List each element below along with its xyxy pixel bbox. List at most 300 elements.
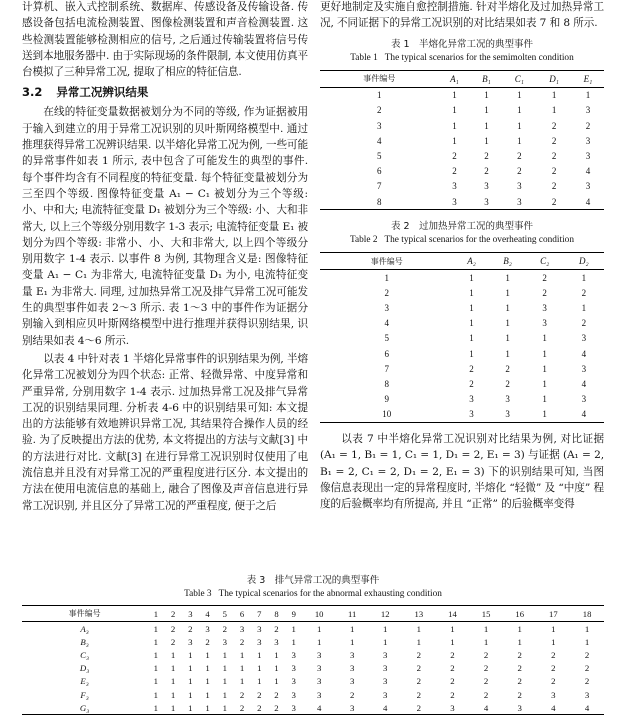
table-header-cell: 5 bbox=[216, 606, 233, 622]
table-row bbox=[320, 133, 604, 148]
table-cell: 1 bbox=[222, 663, 227, 674]
table3-caption-en bbox=[22, 587, 604, 601]
table-cell: 1 bbox=[584, 623, 590, 634]
table-cell: 3 bbox=[291, 649, 296, 660]
table1-caption-zh: 表 1 半熔化异常工况的典型事件 bbox=[390, 38, 534, 50]
table-cell: 2 bbox=[274, 689, 279, 700]
table-cell: 3 bbox=[490, 407, 526, 423]
table-header-row bbox=[320, 70, 604, 87]
table2-caption-zh: 表 2 过加热异常工况的典型事件 bbox=[390, 221, 534, 233]
table-cell: 2 bbox=[205, 636, 210, 647]
table-header-cell: D₂ bbox=[564, 253, 604, 270]
table-cell: 1 bbox=[274, 663, 279, 674]
table-cell: 1 bbox=[170, 676, 176, 687]
table-cell: 1 bbox=[452, 105, 457, 116]
table-cell: 1 bbox=[505, 287, 510, 298]
table-cell: 3 bbox=[551, 689, 556, 700]
table-header-cell: E₁ bbox=[572, 70, 604, 87]
table-cell: 2 bbox=[551, 135, 557, 146]
table-cell: 3 bbox=[503, 701, 537, 715]
table-cell: 2 bbox=[584, 649, 590, 660]
table-cell: 2 bbox=[450, 649, 455, 660]
table-row bbox=[320, 361, 604, 376]
table1 bbox=[320, 70, 604, 211]
table-cell: 1 bbox=[517, 135, 522, 146]
table-header-cell: A₁ bbox=[438, 70, 470, 87]
table-cell: 3 bbox=[484, 181, 489, 192]
table-row bbox=[320, 331, 604, 346]
table-cell: 2 bbox=[170, 636, 176, 647]
table2 bbox=[320, 252, 604, 423]
table-row bbox=[320, 346, 604, 361]
table-header-cell: 事件编号 bbox=[320, 253, 454, 270]
table-cell: 3 bbox=[316, 649, 322, 660]
table-cell: 2 bbox=[584, 663, 590, 674]
table-cell: 1 bbox=[483, 636, 489, 647]
table-cell: 1 bbox=[182, 701, 199, 715]
table-cell: 1 bbox=[239, 663, 245, 674]
table-cell: 3 bbox=[316, 676, 322, 687]
table-header-cell: 14 bbox=[436, 606, 470, 622]
table-cell: 1 bbox=[542, 363, 547, 374]
table-cell: 3 bbox=[505, 394, 510, 405]
table-cell: 2 bbox=[517, 649, 522, 660]
table-cell: 1 bbox=[517, 105, 522, 116]
table-row bbox=[320, 407, 604, 423]
table-cell: 5 bbox=[384, 333, 389, 344]
table-row bbox=[320, 118, 604, 133]
table3-block bbox=[22, 574, 604, 715]
table-cell: 1 bbox=[484, 105, 489, 116]
table-cell: 1 bbox=[205, 689, 210, 700]
table-cell: 1 bbox=[349, 636, 355, 647]
table-cell: 1 bbox=[551, 623, 556, 634]
table-cell: 1 bbox=[383, 636, 388, 647]
table-cell: 3 bbox=[470, 194, 502, 210]
table-cell: 4 bbox=[581, 348, 587, 359]
table1-caption-en bbox=[320, 51, 604, 65]
table-cell: 1 bbox=[517, 623, 522, 634]
table-cell: 2 bbox=[536, 194, 572, 210]
table-header-cell: B₁ bbox=[470, 70, 502, 87]
table-cell: 1 bbox=[469, 287, 474, 298]
table-cell: 1 bbox=[222, 676, 227, 687]
table-row bbox=[320, 148, 604, 163]
table-cell: 1 bbox=[239, 676, 245, 687]
table-cell: 3 bbox=[349, 663, 355, 674]
table-cell: 1 bbox=[452, 120, 457, 131]
table1-caption-text: The typical scenarios for the semimolten condition bbox=[384, 52, 574, 63]
table-cell: 2 bbox=[542, 272, 547, 283]
table1-label: Table 1 bbox=[350, 52, 378, 63]
table-row bbox=[320, 179, 604, 194]
table-row bbox=[22, 688, 604, 701]
table-header-cell: 12 bbox=[368, 606, 402, 622]
table-cell: 2 bbox=[416, 676, 422, 687]
table-cell: 1 bbox=[153, 636, 159, 647]
table-cell: 2 bbox=[384, 287, 389, 298]
table-row bbox=[320, 392, 604, 407]
table-cell: 1 bbox=[188, 649, 193, 660]
table-cell: 2 bbox=[542, 287, 547, 298]
table-row bbox=[22, 635, 604, 648]
table-cell: 1 bbox=[505, 318, 510, 329]
table-cell: E₃ bbox=[80, 676, 89, 687]
table-cell: C₃ bbox=[80, 649, 90, 660]
table-cell: 1 bbox=[316, 636, 322, 647]
table-cell: 1 bbox=[170, 649, 176, 660]
table-cell: 3 bbox=[469, 394, 474, 405]
table-cell: 3 bbox=[585, 105, 591, 116]
table-cell: 1 bbox=[291, 623, 296, 634]
table-cell: 4 bbox=[585, 166, 591, 177]
table-cell: 3 bbox=[376, 120, 382, 131]
table-cell: 3 bbox=[257, 623, 262, 634]
table-header-cell: 18 bbox=[570, 606, 604, 622]
table-row bbox=[320, 87, 604, 103]
table-cell: 3 bbox=[257, 636, 262, 647]
table-cell: 1 bbox=[505, 272, 510, 283]
table-cell: 1 bbox=[147, 701, 164, 715]
table-cell: 1 bbox=[584, 636, 590, 647]
table-cell: 1 bbox=[483, 623, 489, 634]
table-cell: 4 bbox=[537, 701, 571, 715]
table-cell: 3 bbox=[384, 303, 389, 314]
table-cell: 2 bbox=[450, 663, 455, 674]
left-paragraph-1: 在线的特征变量数据被划分为不同的等级, 作为证据被用于输入到建立的用于异常工况识别的贝叶斯网络模型中. 通过推理获得异常工况辨识结果. 以半熔化异常工况为例, 一些可能的异常事件如表 1 所示, 表中包含了可能发生的典型的事件. 每个事件均含有不同程度的特征变量. 每个特征变量被划分为三至四个等级. 图像特征变量 A₁ − C₁ 被划分为三个等级: 小、中和大; 电流特征变量 D₁ 被划分为三个等级: 小、大和非常大, 以上三个等级分别用数字 1-3 表示; 电流特征变量 E₁ 被划分为四个等级: 非常小、小、大和非常大, 以上四个等级分别用数字 1-4 表示. 以事件 8 为例, 其物理含义是: 图像特征变量 A₁ − C₁ 为非常大, 电流特征变量 D₁ 为小, 电流特征变量 E₁ 为非常大. 同理, 过加热异常工况及排气异常工况可能发生的典型事件如表 2～3 所示. 表 1～3 中的事件作为证据分别输入到相应贝叶斯网络模型中进行推理并获得识别结果, 识别结果如表 4～6 所示. bbox=[22, 106, 308, 347]
table-cell: 2 bbox=[581, 287, 587, 298]
table-cell: 1 bbox=[416, 623, 422, 634]
table-cell: 3 bbox=[383, 689, 388, 700]
table-cell: 1 bbox=[469, 303, 474, 314]
table-header-cell: B₂ bbox=[490, 253, 526, 270]
table-cell: 8 bbox=[384, 379, 389, 389]
table-cell: 2 bbox=[450, 676, 455, 687]
table-cell: 10 bbox=[320, 407, 454, 423]
table-cell: 2 bbox=[170, 623, 176, 634]
table-cell: 2 bbox=[452, 150, 457, 161]
left-top-paragraph: 计算机、嵌入式控制系统、数据库、传感设备及传输设备. 传感设备包括电流检测装置、图像检测装置和声音检测装置. 这些检测装置能够检测相应的信号, 之后通过传输装置将信号传送到本地服务器中. 由于实际现场的条件限制, 本文使用仿真平台模拟了三种异常工况, 提取了相应的特征信息. bbox=[22, 1, 308, 79]
table-cell: 2 bbox=[416, 663, 422, 674]
table-cell: 1 bbox=[542, 333, 547, 344]
table-cell: 3 bbox=[383, 649, 388, 660]
table-cell: 2 bbox=[233, 701, 250, 715]
table-cell: 1 bbox=[517, 90, 522, 101]
left-column bbox=[22, 0, 308, 514]
table-cell: 4 bbox=[570, 701, 604, 715]
table-header-cell: C₂ bbox=[526, 253, 564, 270]
table-cell: 2 bbox=[452, 166, 457, 177]
table-cell: G₃ bbox=[22, 701, 147, 715]
table-cell: 1 bbox=[170, 663, 176, 674]
table-row bbox=[22, 701, 604, 715]
table-cell: 3 bbox=[291, 663, 296, 674]
table-cell: 2 bbox=[483, 689, 489, 700]
table-cell: 1 bbox=[170, 689, 176, 700]
table-cell: 1 bbox=[274, 676, 279, 687]
table-cell: 5 bbox=[376, 150, 382, 161]
table-cell: D₃ bbox=[79, 663, 90, 674]
table-cell: 2 bbox=[517, 663, 522, 674]
table-cell: 3 bbox=[502, 194, 536, 210]
table-cell: 1 bbox=[222, 689, 227, 700]
table-cell: 1 bbox=[452, 90, 457, 101]
table-cell: 2 bbox=[517, 689, 522, 700]
table-cell: 1 bbox=[222, 649, 227, 660]
table-cell: 2 bbox=[349, 689, 355, 700]
table-cell: 2 bbox=[505, 363, 510, 374]
table-cell: 4 bbox=[384, 318, 389, 329]
table-cell: 2 bbox=[483, 663, 489, 674]
table1-block bbox=[320, 38, 604, 211]
table-cell: 1 bbox=[581, 303, 587, 314]
table-cell: 3 bbox=[542, 303, 547, 314]
table-header-cell: 13 bbox=[402, 606, 436, 622]
table-header-cell: 9 bbox=[285, 606, 302, 622]
table-cell: 2 bbox=[268, 701, 285, 715]
table-cell: 3 bbox=[285, 701, 302, 715]
table-cell: 3 bbox=[585, 150, 591, 161]
table-cell: 1 bbox=[551, 636, 556, 647]
table-cell: 4 bbox=[572, 194, 604, 210]
table-cell: 3 bbox=[581, 363, 587, 374]
table-cell: 3 bbox=[517, 181, 522, 192]
table-header-cell: 17 bbox=[537, 606, 571, 622]
table-cell: 1 bbox=[450, 623, 455, 634]
table-cell: 1 bbox=[239, 649, 245, 660]
table-cell: 3 bbox=[383, 663, 388, 674]
table-row bbox=[22, 622, 604, 636]
table-cell: 2 bbox=[222, 623, 227, 634]
table-cell: 9 bbox=[384, 394, 389, 405]
table-header-cell: 6 bbox=[233, 606, 250, 622]
table-header-cell: 事件编号 bbox=[320, 70, 438, 87]
table-cell: 3 bbox=[383, 676, 388, 687]
table-cell: 1 bbox=[469, 318, 474, 329]
table-cell: 3 bbox=[274, 636, 279, 647]
table-row bbox=[22, 675, 604, 688]
table-row bbox=[22, 662, 604, 675]
table-cell: 1 bbox=[257, 663, 262, 674]
table-cell: 1 bbox=[376, 90, 382, 101]
table-cell: 1 bbox=[469, 333, 474, 344]
table-cell: 3 bbox=[316, 663, 322, 674]
table-cell: B₃ bbox=[80, 636, 89, 647]
table-row bbox=[22, 648, 604, 661]
table-cell: 1 bbox=[551, 90, 557, 101]
table-cell: 7 bbox=[384, 363, 389, 374]
table-cell: 2 bbox=[257, 689, 262, 700]
section-title: 异常工况辨识结果 bbox=[56, 85, 149, 100]
table-cell: 3 bbox=[239, 623, 245, 634]
table-cell: 3 bbox=[454, 407, 490, 423]
table-row bbox=[320, 164, 604, 179]
table3-caption-zh: 表 3 排气异常工况的典型事件 bbox=[246, 575, 380, 586]
table-cell: 3 bbox=[336, 701, 368, 715]
table-cell: 2 bbox=[581, 318, 587, 329]
table-cell: 1 bbox=[581, 272, 587, 283]
table-cell: 2 bbox=[274, 623, 279, 634]
table-cell: 2 bbox=[551, 181, 557, 192]
table-cell: 2 bbox=[416, 649, 422, 660]
table-cell: 3 bbox=[291, 676, 296, 687]
table-cell: 3 bbox=[584, 689, 590, 700]
table-cell: F₃ bbox=[80, 689, 89, 700]
table-cell: 4 bbox=[564, 407, 604, 423]
table-cell: 1 bbox=[383, 623, 388, 634]
table-cell: 1 bbox=[542, 394, 547, 405]
table-cell: 1 bbox=[484, 120, 489, 131]
table-cell: 4 bbox=[376, 135, 382, 146]
table-cell: 1 bbox=[153, 689, 159, 700]
left-paragraph-2: 以表 4 中针对表 1 半熔化异常事件的识别结果为例, 半熔化异常工况被划分为四个状态: 正常、轻微异常、中度异常和严重异常, 分别用数字 1-4 表示. 过加热异常工况及排气异常工况的识别结果同理. 分析表 4-6 中的识别结果可知: 本文提出的方法能够有效地辨识异常工况, 其结果符合操作人员的经验. 为了反映提出方法的优势, 本文将提出的方法与文献[3] 中的方法进行对比. 文献[3] 在进行异常工况识别时仅使用了电流信息并且没有对异常工况的严重程度进行区分. 本文提出的方法在使用电流信息的基础上, 融合了图像及声音信息进行异常工况识别, 并且区分了异常工况的严重程度, 便于之后 bbox=[22, 352, 308, 512]
table-header-cell: 4 bbox=[199, 606, 216, 622]
table-header-cell: C₁ bbox=[502, 70, 536, 87]
table-cell: 4 bbox=[581, 379, 587, 389]
table-cell: 3 bbox=[542, 318, 547, 329]
table-cell: 2 bbox=[450, 689, 455, 700]
table-cell: 2 bbox=[484, 150, 489, 161]
table-header-cell: 1 bbox=[147, 606, 164, 622]
table-cell: 3 bbox=[585, 135, 591, 146]
table-cell: 1 bbox=[274, 649, 279, 660]
table-cell: 2 bbox=[551, 649, 556, 660]
table-header-cell: 16 bbox=[503, 606, 537, 622]
table-row bbox=[320, 285, 604, 300]
table-cell: 6 bbox=[384, 348, 389, 359]
table-cell: 1 bbox=[188, 663, 193, 674]
table-cell: 2 bbox=[551, 120, 557, 131]
table-cell: 3 bbox=[452, 181, 457, 192]
table-header-cell: 10 bbox=[302, 606, 336, 622]
table-cell: 1 bbox=[164, 701, 181, 715]
table-cell: 1 bbox=[505, 348, 510, 359]
table-cell: 1 bbox=[484, 90, 489, 101]
table-cell: 1 bbox=[153, 663, 159, 674]
table-cell: 2 bbox=[469, 379, 474, 389]
table3-caption-text: The typical scenarios for the abnormal exhausting condition bbox=[218, 589, 442, 599]
table-cell: 1 bbox=[526, 407, 564, 423]
table-row bbox=[320, 194, 604, 210]
table-cell: 2 bbox=[584, 676, 590, 687]
table-cell: 2 bbox=[551, 676, 556, 687]
table-cell: 1 bbox=[316, 623, 322, 634]
table-header-cell: D₁ bbox=[536, 70, 572, 87]
table-cell: 1 bbox=[205, 676, 210, 687]
table-cell: 2 bbox=[551, 663, 556, 674]
table-cell: 1 bbox=[349, 623, 355, 634]
table-cell: 3 bbox=[585, 181, 591, 192]
table-cell: 1 bbox=[542, 348, 547, 359]
table-cell: 1 bbox=[505, 333, 510, 344]
table-header-cell: 15 bbox=[469, 606, 503, 622]
table-cell: 1 bbox=[450, 636, 455, 647]
table-cell: 1 bbox=[505, 303, 510, 314]
table-row bbox=[320, 376, 604, 391]
section-heading bbox=[22, 84, 308, 100]
table-cell: 2 bbox=[483, 649, 489, 660]
table-header-row bbox=[320, 253, 604, 270]
table-cell: 3 bbox=[291, 689, 296, 700]
table-cell: 1 bbox=[257, 676, 262, 687]
table-cell: 1 bbox=[188, 689, 193, 700]
table-header-row bbox=[22, 606, 604, 622]
table-cell: 6 bbox=[376, 166, 382, 177]
table-header-cell: A₂ bbox=[454, 253, 490, 270]
table-cell: 1 bbox=[384, 272, 389, 283]
table-cell: 2 bbox=[239, 636, 245, 647]
table-row bbox=[320, 270, 604, 286]
table-cell: 2 bbox=[551, 150, 557, 161]
table-cell: 1 bbox=[153, 623, 159, 634]
table-cell: 1 bbox=[216, 701, 233, 715]
table-cell: 2 bbox=[469, 363, 474, 374]
table-cell: 2 bbox=[402, 701, 436, 715]
table3 bbox=[22, 605, 604, 715]
table-cell: 3 bbox=[436, 701, 470, 715]
table-cell: 1 bbox=[469, 272, 474, 283]
table-cell: 3 bbox=[581, 394, 587, 405]
table-header-cell: 3 bbox=[182, 606, 199, 622]
table-cell: 2 bbox=[188, 623, 193, 634]
table-cell: 1 bbox=[416, 636, 422, 647]
table-cell: 3 bbox=[205, 623, 210, 634]
table-cell: 3 bbox=[222, 636, 227, 647]
table-header-cell: 8 bbox=[268, 606, 285, 622]
table-cell: 3 bbox=[438, 194, 470, 210]
table-cell: 1 bbox=[517, 636, 522, 647]
table-header-cell: 2 bbox=[164, 606, 181, 622]
section-number: 3.2 bbox=[22, 85, 43, 100]
table-cell: 2 bbox=[551, 166, 557, 177]
table-cell: 3 bbox=[316, 689, 322, 700]
table-cell: 3 bbox=[349, 676, 355, 687]
table-cell: 2 bbox=[585, 120, 591, 131]
table-cell: 1 bbox=[469, 348, 474, 359]
table-cell: 2 bbox=[251, 701, 268, 715]
table-cell: 1 bbox=[484, 135, 489, 146]
table-cell: 2 bbox=[505, 379, 510, 389]
table-cell: 4 bbox=[368, 701, 402, 715]
table-cell: 2 bbox=[517, 166, 522, 177]
table3-label: Table 3 bbox=[184, 589, 212, 599]
right-top-paragraph: 更好地制定及实施自愈控制措施. 针对半熔化及过加热异常工况, 不同证据下的异常工况识别的对比结果如表 7 和 8 所示. bbox=[320, 1, 604, 30]
right-column bbox=[320, 0, 604, 512]
table-row bbox=[320, 103, 604, 118]
table-cell: 7 bbox=[376, 181, 382, 192]
table-cell: 3 bbox=[581, 333, 587, 344]
right-bottom-paragraph: 以表 7 中半熔化异常工况识别对比结果为例, 对比证据 (A₁ = 1, B₁ = 1, C₁ = 1, D₁ = 2, E₁ = 3) 与证据 (A₁ = 2, B₁ = 2, C₁ = 2, D₁ = 2, E₁ = 3) 下的识别结果可知, 当图像信息表现出一定的异常程度时, 半熔化 “轻微” 及 “中度” 程度的后验概率均有所提高, 并且 “正常” 的后验概率变得 bbox=[320, 432, 604, 511]
table-cell: 2 bbox=[517, 676, 522, 687]
table-row bbox=[320, 316, 604, 331]
table-cell: 1 bbox=[452, 135, 457, 146]
table2-caption-text: The typical scenarios for the overheating condition bbox=[384, 235, 574, 246]
table-cell: 2 bbox=[483, 676, 489, 687]
table-cell: 1 bbox=[153, 649, 159, 660]
table-cell: 8 bbox=[320, 194, 438, 210]
table-cell: 1 bbox=[517, 120, 522, 131]
table2-caption-en bbox=[320, 233, 604, 247]
table-header-cell: 7 bbox=[251, 606, 268, 622]
table-cell: 1 bbox=[199, 701, 216, 715]
table-header-cell: 11 bbox=[336, 606, 368, 622]
table-cell: 1 bbox=[551, 105, 557, 116]
table-cell: 3 bbox=[188, 636, 193, 647]
table-cell: 1 bbox=[257, 649, 262, 660]
table2-block bbox=[320, 220, 604, 423]
table-cell: 1 bbox=[205, 649, 210, 660]
table-cell: 2 bbox=[239, 689, 245, 700]
